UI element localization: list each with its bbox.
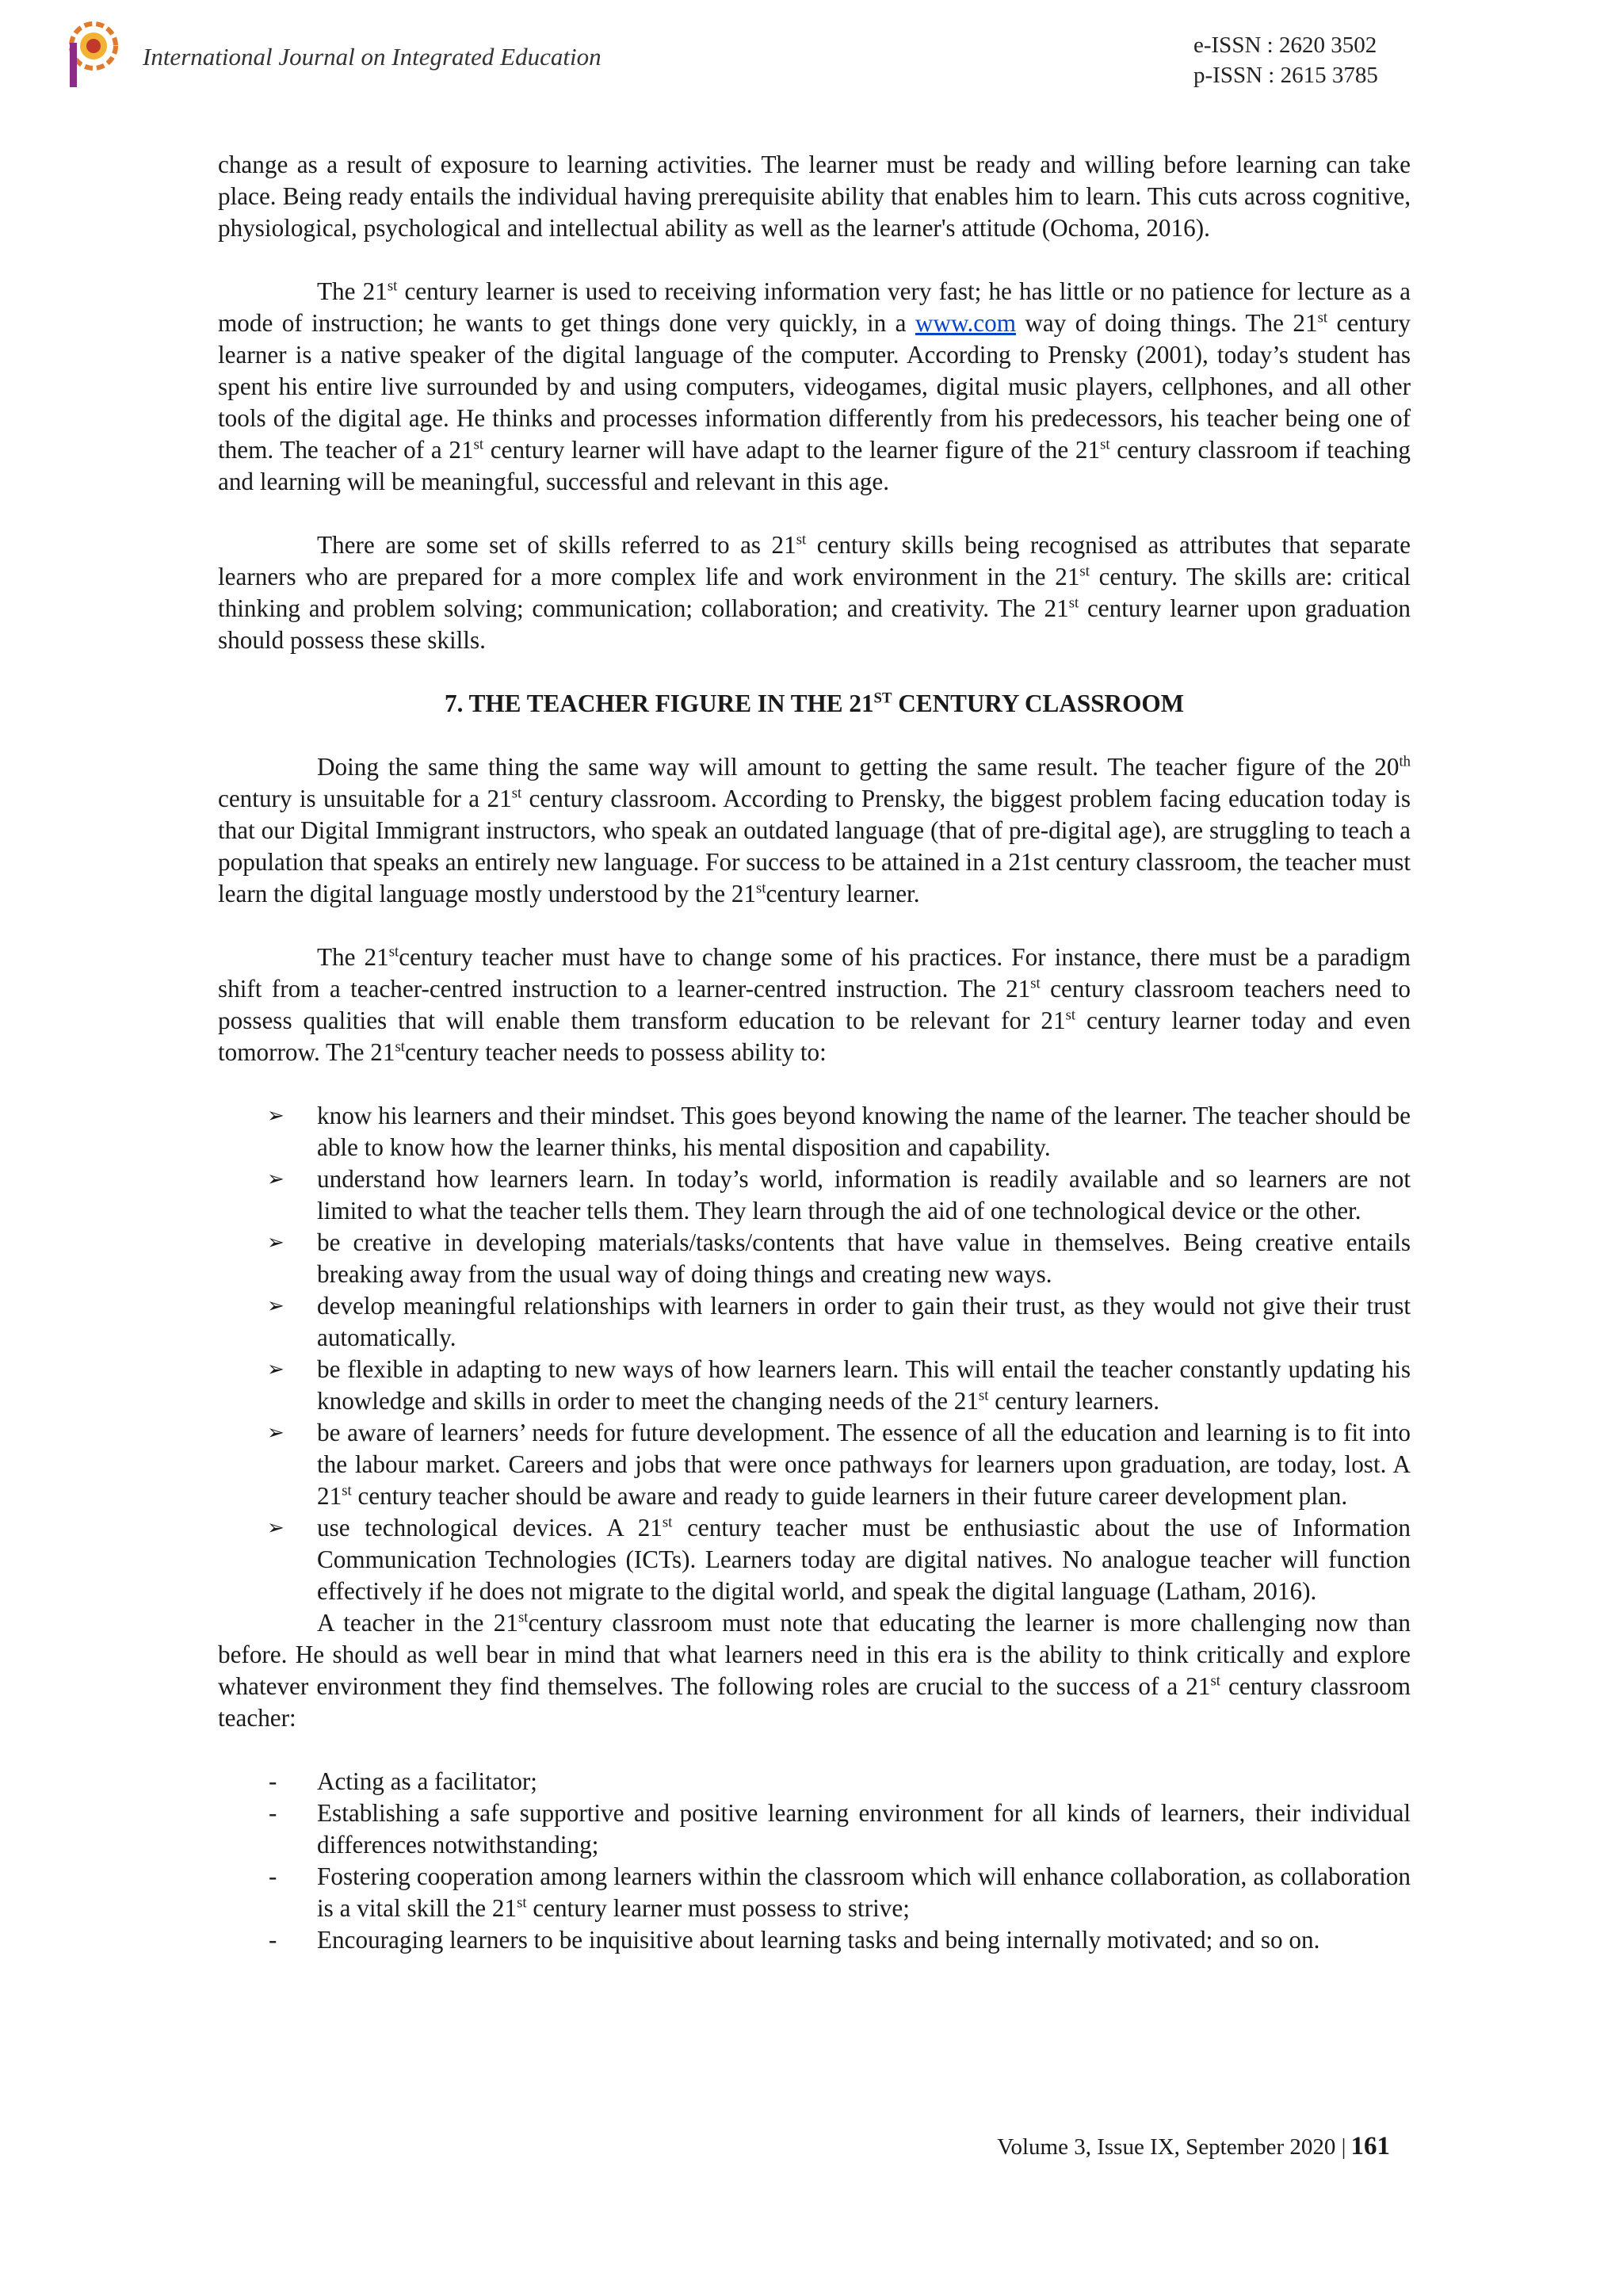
section-heading: 7. THE TEACHER FIGURE IN THE 21ST CENTURY CLASSROOM xyxy=(444,690,1185,717)
arrow-bullet-icon: ➢ xyxy=(267,1294,285,1318)
arrow-bullet-icon: ➢ xyxy=(267,1104,285,1128)
list-item: ➢ be flexible in adapting to new ways of how learners learn. This will entail the teacher constantly updating his knowledge and skills in order to meet the changing needs of the 21st century learners. xyxy=(267,1355,1411,1415)
list-item: ➢ develop meaningful relationships with learners in order to gain their trust, as they would not give their trust automatically. xyxy=(267,1292,1411,1351)
issn-block xyxy=(1193,30,1378,90)
paragraph-6: A teacher in the 21stcentury classroom must note that educating the learner is more challenging now than before. He should as well bear in mind that what learners need in this era is the ability to think critically and explore whatever environment they find themselves. The following roles are crucial to the success of a 21st century classroom teacher: xyxy=(218,1609,1411,1732)
arrow-bullet-icon: ➢ xyxy=(267,1358,285,1381)
p-issn: p-ISSN : 2615 3785 xyxy=(1193,63,1378,88)
dash-bullet: - xyxy=(269,1862,277,1890)
arrow-bullet-icon: ➢ xyxy=(267,1421,285,1445)
paragraph-5: The 21stcentury teacher must have to change some of his practices. For instance, there must be a paradigm shift from a teacher-centred instruction to a learner-centred instruction. The 21st century classroom teachers need to possess qualities that will enable them transform education to be relevant for 21st century learner today and even tomorrow. The 21stcentury teacher needs to possess ability to: xyxy=(218,943,1411,1066)
list-item: ➢ know his learners and their mindset. This goes beyond knowing the name of the learner. The teacher should be able to know how the learner thinks, his mental disposition and capability. xyxy=(267,1102,1411,1161)
list-item: - Establishing a safe supportive and positive learning environment for all kinds of learners, their individual differences notwithstanding; xyxy=(269,1799,1411,1859)
paragraph-2: The 21st century learner is used to receiving information very fast; he has little or no patience for lecture as a mode of instruction; he wants to get things done very quickly, in a www.com way of doing things. The 21st century learner is a native speaker of the digital language of the computer. According to Prensky (2001), today’s student has spent his entire live surrounded by and using computers, videogames, digital music players, cellphones, and all other tools of the digital age. He thinks and processes information differently from his predecessors, his teacher being one of them. The teacher of a 21st century learner will have adapt to the learner figure of the 21st century classroom if teaching and learning will be meaningful, successful and relevant in this age. xyxy=(218,277,1411,495)
page-footer xyxy=(997,2132,1390,2161)
list-item: - Fostering cooperation among learners within the classroom which will enhance collaboration, as collaboration is a vital skill the 21st century learner must possess to strive; xyxy=(269,1862,1411,1922)
arrow-bullet-icon: ➢ xyxy=(267,1516,285,1540)
list-item: ➢ be aware of learners’ needs for future development. The essence of all the education and learning is to fit into the labour market. Careers and jobs that were once pathways for learners upon graduation, are today, lost. A 21st century teacher should be aware and ready to guide learners in their future career development plan. xyxy=(267,1419,1411,1510)
article-body xyxy=(218,149,1411,1956)
list-item: ➢ be creative in developing materials/tasks/contents that have value in themselves. Being creative entails breaking away from the usual way of doing things and creating new ways. xyxy=(267,1228,1411,1288)
dash-bullet: - xyxy=(269,1799,277,1827)
roles-list xyxy=(218,1766,1411,1956)
paragraph-4: Doing the same thing the same way will amount to getting the same result. The teacher figure of the 20th century is unsuitable for a 21st century classroom. According to Prensky, the biggest problem facing education today is that our Digital Immigrant instructors, who speak an outdated language (that of pre-digital age), are struggling to teach a population that speaks an entirely new language. For success to be attained in a 21st century classroom, the teacher must learn the digital language mostly understood by the 21stcentury learner. xyxy=(218,753,1411,907)
paragraph-1: change as a result of exposure to learning activities. The learner must be ready and willing before learning can take place. Being ready entails the individual having prerequisite ability that enables him to learn. This cuts across cognitive, physiological, psychological and intellectual ability as well as the learner's attitude (Ochoma, 2016). xyxy=(218,151,1411,242)
page-number: 161 xyxy=(1350,2132,1390,2160)
dash-bullet: - xyxy=(269,1767,277,1795)
list-item: - Encouraging learners to be inquisitive about learning tasks and being internally motivated; and so on. xyxy=(218,1924,1411,1956)
list-item: - Acting as a facilitator; xyxy=(218,1766,1411,1797)
www-link[interactable]: www.com xyxy=(915,309,1016,337)
list-item: ➢ understand how learners learn. In today’s world, information is readily available and so learners are not limited to what the teacher tells them. They learn through the aid of one technological device or the other. xyxy=(267,1165,1411,1224)
volume-info: Volume 3, Issue IX, September 2020 | xyxy=(997,2134,1346,2160)
journal-title: International Journal on Integrated Education xyxy=(143,43,601,71)
arrow-bullet-icon: ➢ xyxy=(267,1167,285,1191)
dash-bullet: - xyxy=(269,1926,277,1954)
journal-logo-icon xyxy=(65,19,122,89)
ability-list xyxy=(218,1100,1411,1607)
e-issn: e-ISSN : 2620 3502 xyxy=(1193,32,1377,58)
arrow-bullet-icon: ➢ xyxy=(267,1231,285,1255)
paragraph-3: There are some set of skills referred to as 21st century skills being recognised as attributes that separate learners who are prepared for a more complex life and work environment in the 21st century. The skills are: critical thinking and problem solving; communication; collaboration; and creativity. The 21st century learner upon graduation should possess these skills. xyxy=(218,531,1411,654)
list-item: ➢ use technological devices. A 21st century teacher must be enthusiastic about the use of Information Communication Technologies (ICTs). Learners today are digital natives. No analogue teacher will function effectively if he does not migrate to the digital world, and speak the digital language (Latham, 2016). xyxy=(267,1514,1411,1605)
